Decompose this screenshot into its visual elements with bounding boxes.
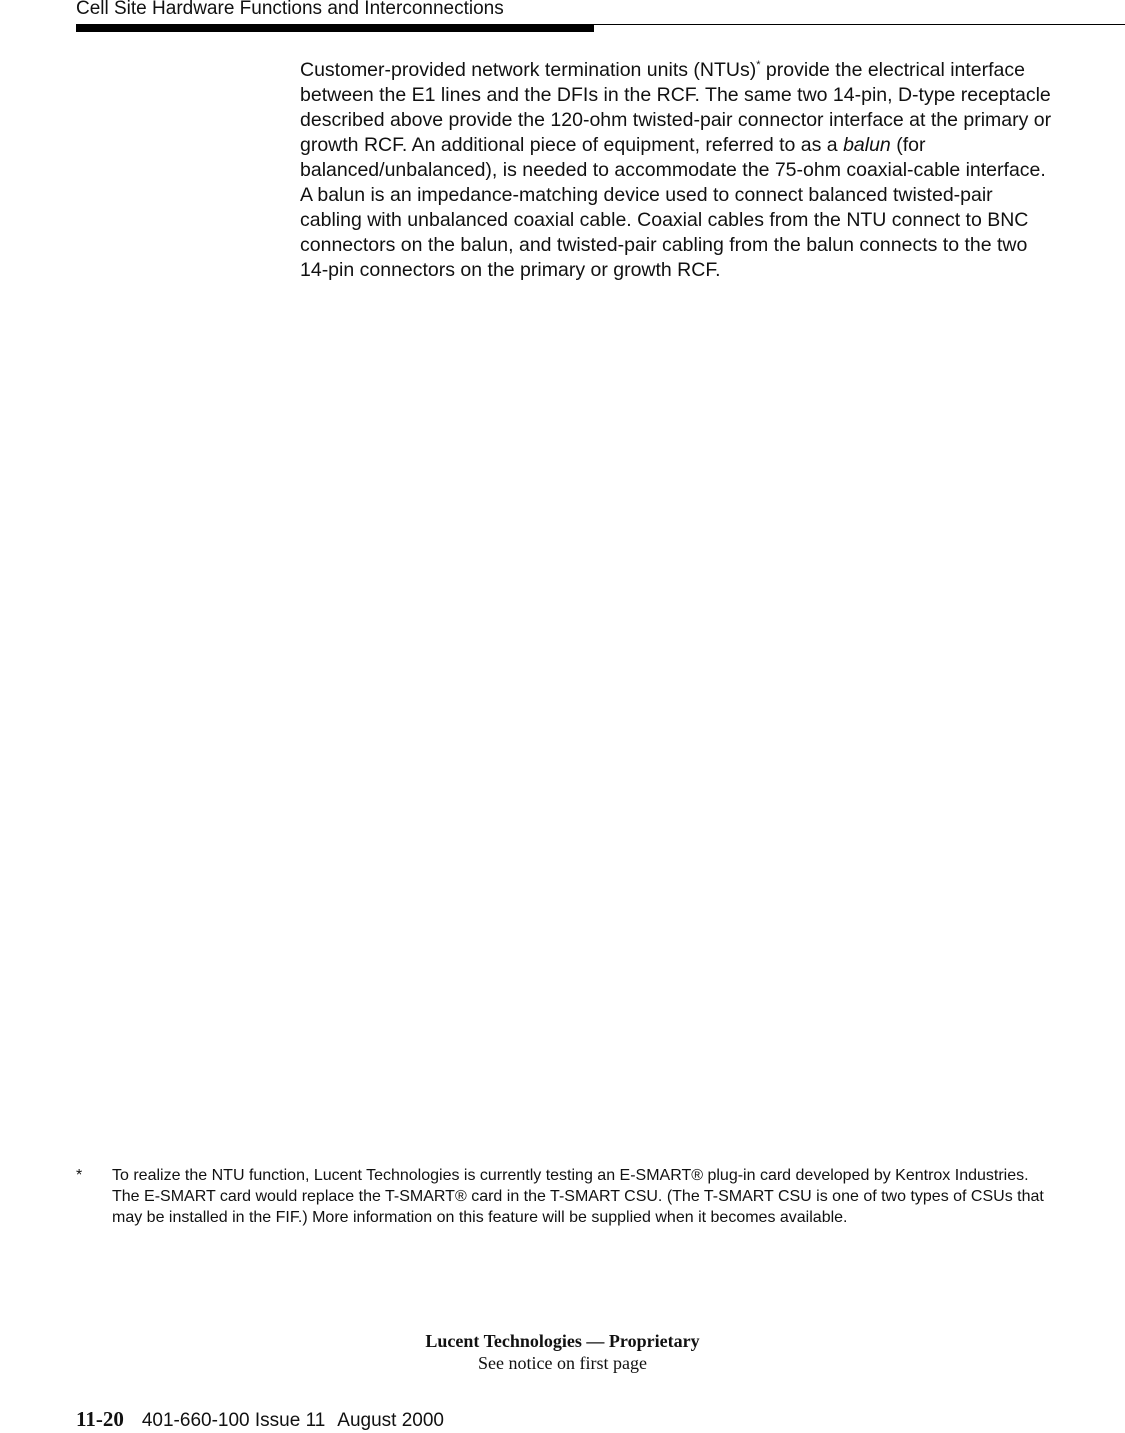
page-number: 11-20: [76, 1407, 124, 1431]
running-header-title: Cell Site Hardware Functions and Interconnections: [76, 0, 504, 19]
term-balun: balun: [843, 134, 891, 156]
footnote-marker: *: [76, 1167, 83, 1184]
page-footer: [76, 1407, 444, 1433]
footnote: [76, 1165, 1056, 1228]
body-paragraph: [300, 58, 1052, 283]
body-text-middle: provide the electrical interface between the E1 lines and the DFIs in the RCF. The same two 14-pin, D-type receptacle described above provide the 120-ohm twisted-pair connector interface at the primary or growth RCF. An additional piece of equipment, referred to as a: [300, 59, 1052, 156]
proprietary-notice: Lucent Technologies — Proprietary: [425, 1331, 700, 1351]
header-rule-bar: [76, 25, 594, 32]
publication-date: August 2000: [337, 1410, 444, 1431]
document-id: 401-660-100 Issue 11: [141, 1410, 326, 1431]
footnote-text: To realize the NTU function, Lucent Technologies is currently testing an E-SMART® plug-in card developed by Kentrox Industries. The E-SMART card would replace the T-SMART® card in the T-SMART CSU. (The T-SMART CSU is one of two types of CSUs that may be installed in the FIF.) More information on this feature will be supplied when it becomes available.: [112, 1167, 1044, 1226]
body-text-end: (for balanced/unbalanced), is needed to accommodate the 75-ohm coaxial-cable interface. A balun is an impedance-matching device used to connect balanced twisted-pair cabling with unbalanced coaxial cable. Coaxial cables from the NTU connect to BNC connectors on the balun, and twisted-pair cabling from the balun connects to the two 14-pin connectors on the primary or growth RCF.: [300, 134, 1046, 281]
footnote-reference: *: [756, 59, 761, 71]
body-text-start: Customer-provided network termination units (NTUs): [300, 59, 757, 81]
notice-reference: See notice on first page: [478, 1353, 647, 1373]
